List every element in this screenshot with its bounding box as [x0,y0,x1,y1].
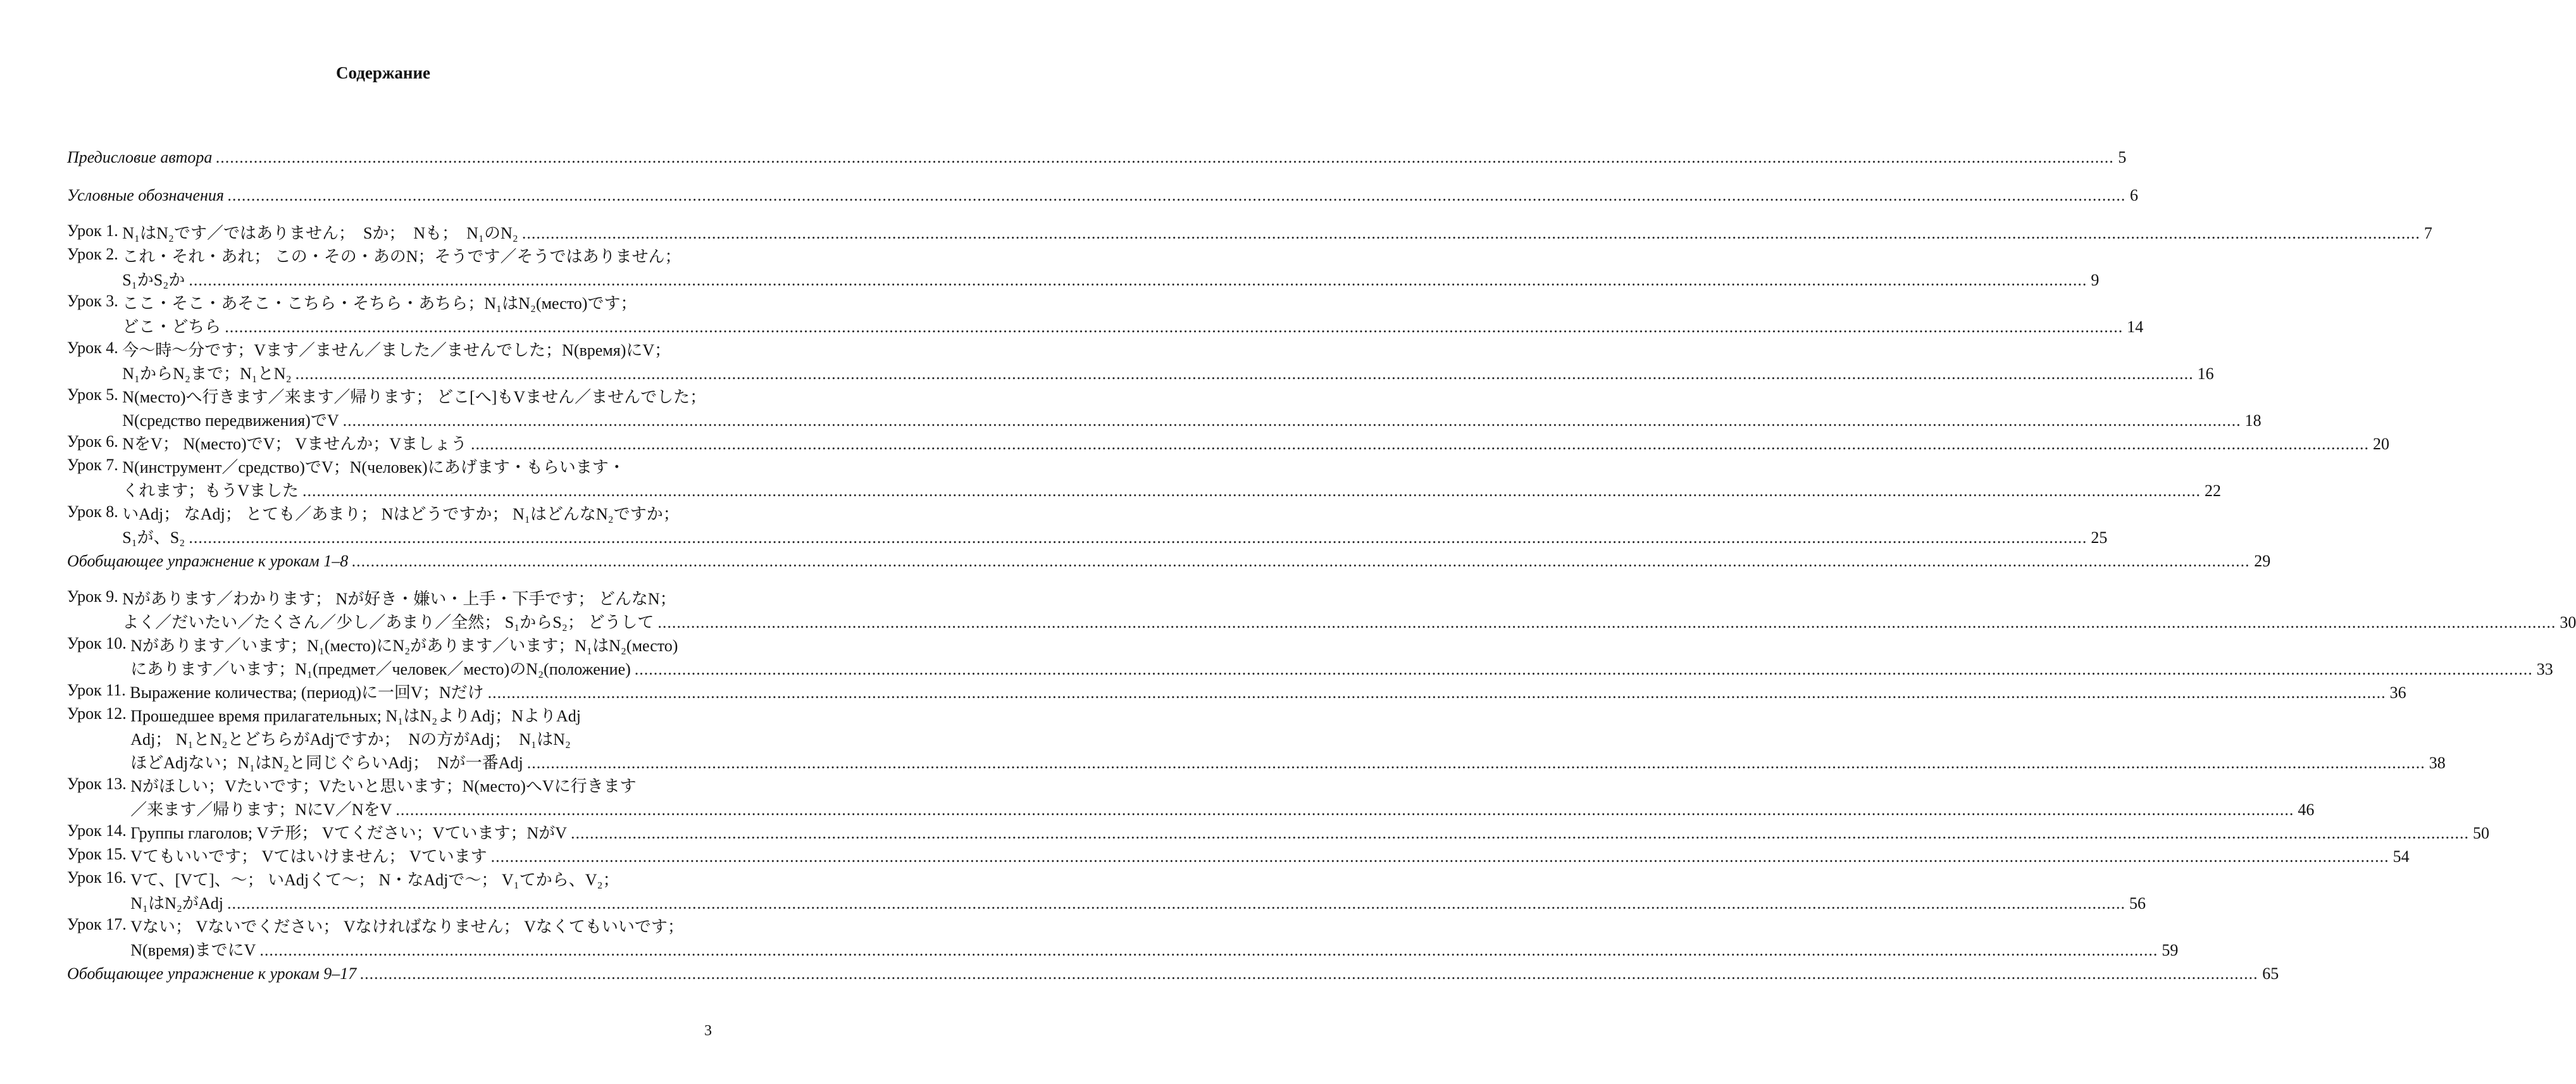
toc-entry-text: N(время)までにV [130,941,256,959]
toc-entry-text: 今〜時〜分です；Vます／ません／ました／ませんでした；N(время)にV； [122,341,671,359]
dot-leader: ................................................................................................................................................................................................................................................................................................................................................................................................................ [225,318,2124,336]
toc-entry-label: Урок 17. [67,915,131,933]
toc-entry [67,549,2271,573]
toc-page-number: 22 [2205,482,2222,500]
toc-page-number: 59 [2162,941,2179,959]
dot-leader: ................................................................................................................................................................................................................................................................................................................................................................................................................ [227,186,2126,204]
dot-leader: ................................................................................................................................................................................................................................................................................................................................................................................................................ [490,847,2389,866]
toc-entry-text: N₁はN₂がAdj [130,894,223,913]
toc-entry-label: Урок 6. [67,432,123,451]
toc-entry [67,245,2100,292]
toc-entry-label: Урок 16. [67,868,131,887]
toc-entry-text: ほどAdjない；N₁はN₂と同じぐらいAdj； Nが一番Adj [130,754,523,772]
toc-entry-text: Обобщающее упражнение к урокам 1–8 [67,552,349,570]
toc-entry [67,868,2146,915]
toc-page-number: 54 [2392,847,2410,866]
toc-entry [67,681,2406,704]
dot-leader: ................................................................................................................................................................................................................................................................................................................................................................................................................ [189,528,2088,547]
toc-entry-text: Adj； N₁とN₂とどちらがAdjですか； Nの方がAdj； N₁はN₂ [130,730,571,749]
dot-leader: ................................................................................................................................................................................................................................................................................................................................................................................................................ [189,271,2088,289]
toc-page-number: 46 [2298,801,2315,819]
dot-leader: ................................................................................................................................................................................................................................................................................................................................................................................................................ [571,824,2470,842]
toc-entry-text: ここ・そこ・あそこ・こちら・そちら・あちら；N₁はN₂(место)です； [122,294,637,313]
toc-entry-label: Урок 8. [67,502,123,521]
dot-leader: ................................................................................................................................................................................................................................................................................................................................................................................................................ [657,613,2556,632]
dot-leader: ................................................................................................................................................................................................................................................................................................................................................................................................................ [487,683,2386,702]
dot-leader: ................................................................................................................................................................................................................................................................................................................................................................................................................ [302,482,2201,500]
toc-entry [67,502,2108,549]
toc-page-number: 6 [2129,186,2138,204]
toc-entry [67,962,2279,985]
toc-entry [67,915,2179,962]
toc-entry-text: Nがほしい；Vたいです；Vたいと思います；N(место)へVに行きます [130,777,637,795]
toc-entry-label: Урок 15. [67,845,131,863]
toc-page-number: 65 [2262,964,2279,983]
toc-entry-text: Предисловие автора [67,148,213,166]
toc-page-number: 18 [2244,411,2262,430]
toc-entry-text: Группы глаголов; Vテ形； Vてください；Vています；NがV [130,824,568,842]
toc-entry [67,432,2389,456]
toc-page-number: 5 [2118,148,2127,166]
toc-entry [67,292,2144,339]
toc-entry [67,704,2446,775]
toc-entry-label: Урок 10. [67,634,131,652]
toc-entry [67,775,2315,821]
toc-entry-text: S₁が、S₂ [122,528,185,547]
toc-entry-text: Прошедшее время прилагательных; N₁はN₂よりAdj；NよりAdj [130,707,581,725]
dot-leader: ................................................................................................................................................................................................................................................................................................................................................................................................................ [342,411,2241,430]
toc-entry [67,146,2127,169]
toc-entry-text: Vてもいいです； Vてはいけません； Vています [130,847,487,866]
toc-entry-text: S₁かS₂か [122,271,185,289]
toc-entry-text: NをV； N(место)でV； Vませんか；Vましょう [122,435,467,453]
toc-page-number: 56 [2129,894,2146,913]
toc-entry-text: Nがあります／います；N₁(место)にN₂があります／います；N₁はN₂(место) [130,637,678,655]
toc-entry [67,821,2490,845]
dot-leader: ................................................................................................................................................................................................................................................................................................................................................................................................................ [395,801,2294,819]
toc-page-number: 25 [2091,528,2108,547]
toc-entry-text: N₁からN₂まで；N₁とN₂ [122,364,292,383]
toc-entry-text: Vて、[Vて]、〜； いAdjくて〜； N・なAdjで〜； V₁てから、V₂； [130,871,619,889]
dot-leader: ................................................................................................................................................................................................................................................................................................................................................................................................................ [216,148,2115,166]
toc-page-number: 14 [2127,318,2144,336]
dot-leader: ................................................................................................................................................................................................................................................................................................................................................................................................................ [470,435,2369,453]
toc-entry-text: Vない； Vないでください； Vなければなりません； Vなくてもいいです； [130,918,684,936]
toc-page-number: 16 [2197,364,2214,383]
toc-entry-label: Урок 13. [67,775,131,793]
toc-entry-label: Урок 11. [67,681,130,699]
toc-entry-text: くれます；もうVました [122,482,299,500]
page-number: 3 [704,1023,712,1039]
toc-page-number: 36 [2389,683,2406,702]
toc-entry [67,587,2576,634]
dot-leader: ................................................................................................................................................................................................................................................................................................................................................................................................................ [259,941,2158,959]
toc-page-number: 29 [2254,552,2271,570]
toc-entry-label: Урок 12. [67,704,131,723]
toc-entry-text: N(средство передвижения)でV [122,411,339,430]
toc-page-number: 9 [2091,271,2100,289]
toc-entry-label: Урок 14. [67,821,131,840]
toc-entry-text: どこ・どちら [122,318,221,336]
toc-entry-text: これ・それ・あれ； この・その・あのN；そうです／そうではありません； [122,247,681,266]
dot-leader: ................................................................................................................................................................................................................................................................................................................................................................................................................ [352,552,2251,570]
dot-leader: ................................................................................................................................................................................................................................................................................................................................................................................................................ [227,894,2125,913]
toc-entry-text: よく／だいたい／たくさん／少し／あまり／全然； S₁からS₂； どうして [122,613,654,632]
toc-entry-text: Выражение количества; (период)に一回V；Nだけ [130,683,484,702]
toc-entry-label: Урок 5. [67,385,123,404]
toc-entry [67,221,2432,245]
toc-entry-text: Условные обозначения [67,186,224,204]
toc-page-number: 38 [2429,754,2446,772]
toc-page-number: 7 [2424,224,2432,242]
page-title: Содержание [335,63,431,82]
toc-page-number: 30 [2560,613,2576,632]
toc-entry-text: にあります／います；N₁(предмет／человек／место)のN₂(положение) [130,660,631,678]
toc-entry [67,339,2214,385]
toc-entry-text: いAdj； なAdj； とても／あまり； Nはどうですか； N₁はどんなN₂ですか； [122,505,680,523]
dot-leader: ................................................................................................................................................................................................................................................................................................................................................................................................................ [634,660,2533,678]
toc-page-number: 20 [2372,435,2389,453]
table-of-contents [67,146,2576,1000]
toc-entry [67,634,2553,681]
toc-entry-label: Урок 3. [67,292,123,310]
toc-entry-text: Обобщающее упражнение к урокам 9–17 [67,964,357,983]
toc-entry [67,456,2222,502]
toc-entry-text: N(место)へ行きます／来ます／帰ります； どこ[へ]もVません／ませんでした； [122,388,707,406]
toc-entry-text: ／来ます／帰ります；NにV／NをV [130,801,392,819]
toc-entry-text: N(инструмент／средство)でV；N(человек)にあげます・もらいます・ [122,458,625,477]
toc-entry [67,845,2410,868]
toc-entry-text: Nがあります／わかります； Nが好き・嫌い・上手・下手です； どんなN； [122,590,676,608]
toc-entry-text: N₁はN₂です／ではありません； Sか； Nも； N₁のN₂ [122,224,518,242]
toc-entry-label: Урок 4. [67,339,123,357]
dot-leader: ................................................................................................................................................................................................................................................................................................................................................................................................................ [360,964,2259,983]
toc-entry-label: Урок 9. [67,587,123,606]
dot-leader: ................................................................................................................................................................................................................................................................................................................................................................................................................ [521,224,2420,242]
toc-entry-label: Урок 7. [67,456,123,474]
dot-leader: ................................................................................................................................................................................................................................................................................................................................................................................................................ [295,364,2194,383]
toc-page-number: 50 [2473,824,2490,842]
dot-leader: ................................................................................................................................................................................................................................................................................................................................................................................................................ [526,754,2425,772]
toc-page-number: 33 [2536,660,2553,678]
toc-entry [67,184,2138,207]
toc-entry-label: Урок 1. [67,221,123,240]
toc-entry [67,385,2262,432]
toc-entry-label: Урок 2. [67,245,123,263]
